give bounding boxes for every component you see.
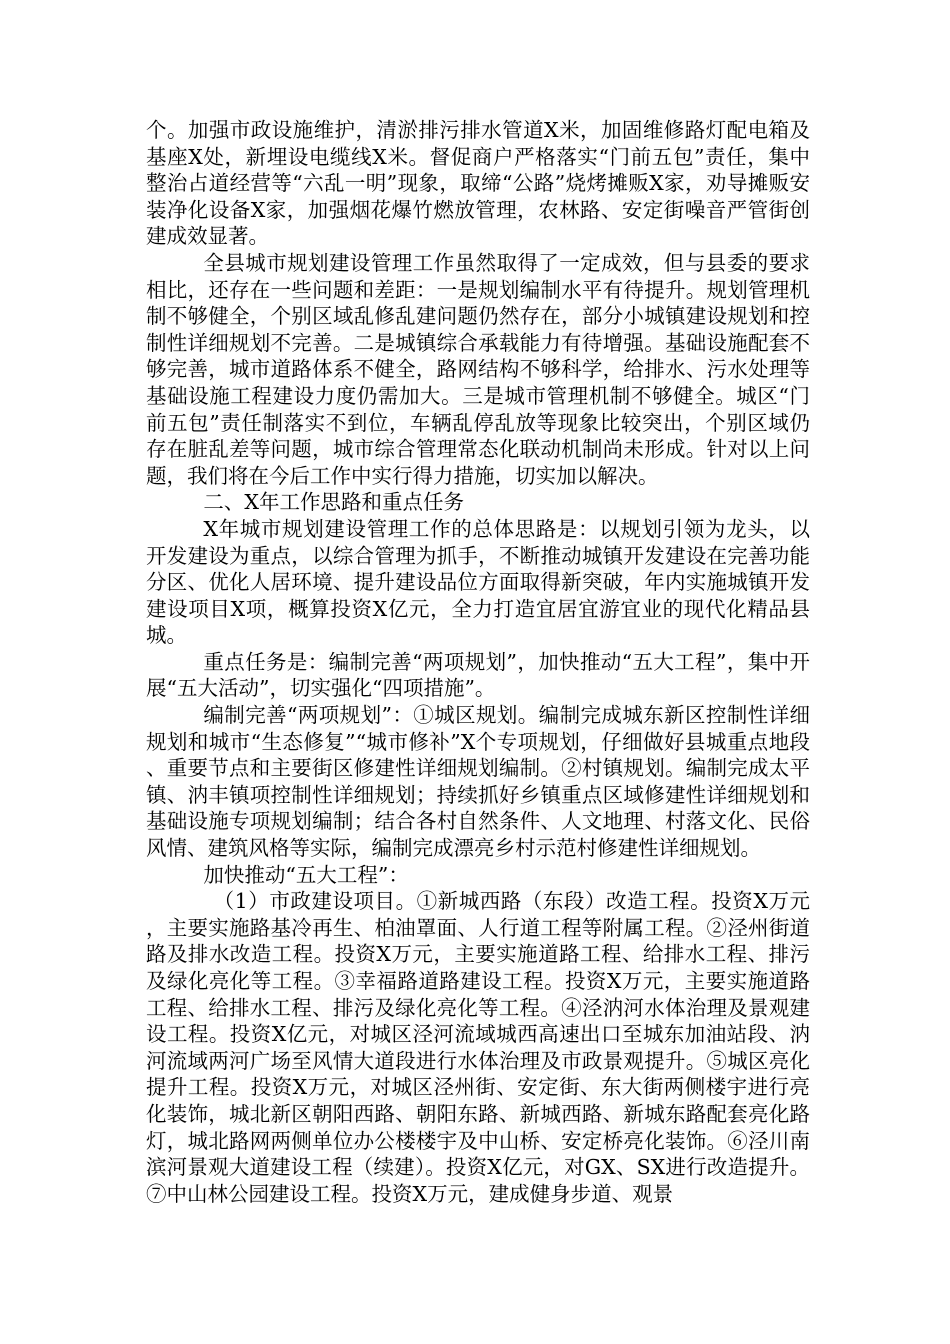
paragraph-key-tasks: 重点任务是：编制完善“两项规划”，加快推动“五大工程”，集中开展“五大活动”，切实强化“四项措施”。	[146, 649, 810, 701]
paragraph-five-projects-heading: 加快推动“五大工程”：	[203, 862, 409, 887]
paragraph-two-plans: 编制完善“两项规划”：①城区规划。编制完成城东新区控制性详细规划和城市“生态修复”“城市修补”X个专项规划，仔细做好县城重点地段、重要节点和主要街区修建性详细规划编制。②村镇规划。编制完成太平镇、汭丰镇项控制性详细规划；持续抓好乡镇重点区域修建性详细规划和基础设施专项规划编制；结合各村自然条件、人文地理、村落文化、民俗风情、建筑风格等实际，编制完成漂亮乡村示范村修建性详细规划。	[146, 703, 810, 861]
paragraph-municipal-projects: （1）市政建设项目。①新城西路（东段）改造工程。投资X万元，主要实施路基冷再生、柏油罩面、人行道工程等附属工程。②泾州街道路及排水改造工程。投资X万元，主要实施道路工程、给排水工程、排污及绿化亮化等工程。③幸福路道路建设工程。投资X万元，主要实施道路工程、给排水工程、排污及绿化亮化等工程。④泾汭河水体治理及景观建设工程。投资X亿元，对城区泾河流域城西高速出口至城东加油站段、汭河流域两河广场至风情大道段进行水体治理及市政景观提升。⑤城区亮化提升工程。投资X万元，对城区泾州街、安定街、东大街两侧楼宇进行亮化装饰，城北新区朝阳西路、朝阳东路、新城西路、新城东路配套亮化路灯，城北路网两侧单位办公楼楼宇及中山桥、安定桥亮化装饰。⑥泾川南滨河景观大道建设工程（续建）。投资X亿元，对GX、SX进行改造提升。⑦中山林公园建设工程。投资X万元，建成健身步道、观景	[146, 889, 810, 1206]
paragraph-problems: 全县城市规划建设管理工作虽然取得了一定成效，但与县委的要求相比，还存在一些问题和差距：一是规划编制水平有待提升。规划管理机制不够健全，个别区域乱修乱建问题仍然存在，部分小城镇建设规划和控制性详细规划不完善。二是城镇综合承载能力有待增强。基础设施配套不够完善，城市道路体系不健全，路网结构不够科学，给排水、污水处理等基础设施工程建设力度仍需加大。三是城市管理机制不够健全。城区“门前五包”责任制落实不到位，车辆乱停乱放等现象比较突出，个别区域仍存在脏乱差等问题，城市综合管理常态化联动机制尚未形成。针对以上问题，我们将在今后工作中实行得力措施，切实加以解决。	[146, 250, 810, 488]
document-body	[146, 117, 810, 1207]
section-heading: 二、X年工作思路和重点任务	[203, 490, 464, 515]
paragraph-overall-approach: X年城市规划建设管理工作的总体思路是：以规划引领为龙头，以开发建设为重点，以综合管理为抓手，不断推动城镇开发建设在完善功能分区、优化人居环境、提升建设品位方面取得新突破，年内实施城镇开发建设项目X项，概算投资X亿元，全力打造宜居宜游宜业的现代化精品县城。	[146, 516, 810, 648]
paragraph-continuation: 个。加强市政设施维护，清淤排污排水管道X米，加固维修路灯配电箱及基座X处，新埋设电缆线X米。督促商户严格落实“门前五包”责任，集中整治占道经营等“六乱一明”现象，取缔“公路”烧烤摊贩X家，劝导摊贩安装净化设备X家，加强烟花爆竹燃放管理，农林路、安定街噪音严管街创建成效显著。	[146, 118, 810, 249]
